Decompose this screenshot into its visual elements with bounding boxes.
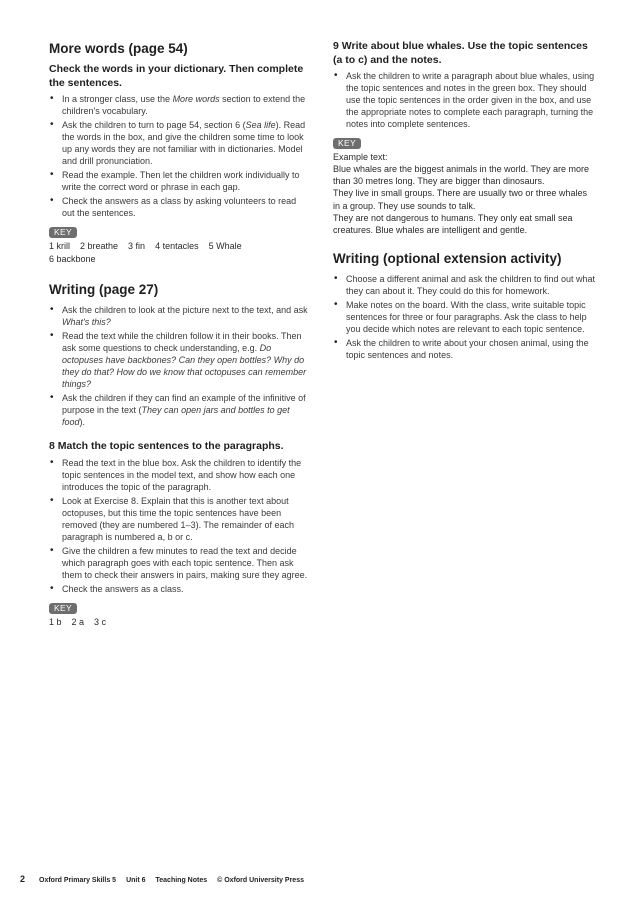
more-words-instruction: Check the words in your dictionary. Then complete the sentences.	[49, 63, 304, 89]
footer-doc: Teaching Notes	[155, 877, 208, 884]
list-item: • Ask the children to turn to page 54, section 6 (Sea life). Read the words in the box, and give the children some time to look up any words they are not familiar with in dictionaries. Model and drill pronunciation.	[49, 119, 311, 167]
page-number: 2	[20, 874, 26, 884]
list-item: • Check the answers as a class.	[49, 583, 311, 595]
example-paragraph: They are not dangerous to humans. They only eat small sea creatures. Blue whales are intelligent and gentle.	[333, 212, 573, 236]
answer: 3 fin	[128, 241, 146, 251]
more-words-section	[49, 40, 311, 265]
exercise-8-heading: 8 Match the topic sentences to the paragraphs.	[49, 440, 284, 452]
example-label: Example text:	[333, 152, 388, 162]
answer: 2 a	[71, 616, 85, 627]
more-words-heading: More words (page 54)	[49, 41, 188, 56]
more-words-answers	[49, 240, 311, 265]
exercise-8-bullets	[49, 457, 311, 595]
list-item: • Ask the children to write a paragraph about blue whales, using the topic sentences and notes in the green box. They should use the topic sentences in the order given in the box, and use the appropriate notes to complete each paragraph, turning the notes into complete sentences.	[333, 70, 595, 130]
list-item: • Choose a different animal and ask the children to find out what they can about it. They could do this for homework.	[333, 273, 595, 297]
answer: 4 tentacles	[155, 241, 199, 251]
list-item: • Read the text while the children follow it in their books. Then ask some questions to check understanding, e.g. Do octopuses have backbones? Can they open bottles? Why do they do that? How do we know that octopuses can remember things?	[49, 330, 311, 390]
writing-extension-heading: Writing (optional extension activity)	[333, 251, 562, 267]
page-footer	[20, 874, 304, 884]
list-item: • Ask the children to write about your chosen animal, using the topic sentences and notes.	[333, 337, 595, 361]
footer-publisher: © Oxford University Press	[217, 877, 304, 884]
example-paragraph: They live in small groups. There are usually two or three whales in a group. They use sounds to talk.	[333, 188, 587, 211]
exercise-9-bullets	[333, 70, 595, 130]
exercise-8-answers	[49, 616, 311, 629]
writing-extension-section	[333, 250, 595, 361]
answer: 1 b	[49, 616, 62, 627]
key-badge: KEY	[333, 138, 361, 149]
list-item: • Read the example. Then let the children work individually to write the correct word or phrase in each gap.	[49, 169, 311, 193]
key-badge: KEY	[49, 603, 77, 614]
answer: 3 c	[94, 616, 107, 627]
writing-bullets	[49, 304, 311, 428]
more-words-bullets	[49, 93, 311, 219]
list-item: • Ask the children if they can find an example of the infinitive of purpose in the text (They can open jars and bottles to get food).	[49, 392, 311, 428]
answer: 5 Whale	[208, 241, 242, 251]
answer: 2 breathe	[80, 241, 119, 251]
list-item: • Make notes on the board. With the class, write suitable topic sentences for three or four paragraphs. Ask the class to help you decide which notes are relevant to each topic sentence.	[333, 299, 595, 335]
example-paragraph: Blue whales are the biggest animals in the world. They are more than 30 metres long. They are bigger than dinosaurs.	[333, 164, 589, 187]
exercise-9-section	[333, 40, 595, 236]
exercise-9-heading: 9 Write about blue whales. Use the topic sentences (a to c) and the notes.	[333, 40, 588, 66]
answer: 6 backbone	[49, 253, 96, 264]
list-item: • In a stronger class, use the More words section to extend the children's vocabulary.	[49, 93, 311, 117]
list-item: • Check the answers as a class by asking volunteers to read out the sentences.	[49, 195, 311, 219]
writing-extension-bullets	[333, 273, 595, 361]
list-item: • Give the children a few minutes to read the text and decide which paragraph goes with each topic sentence. Then ask them to check their answers in pairs, making sure they agree.	[49, 545, 311, 581]
example-text	[333, 163, 595, 236]
exercise-8-section	[49, 440, 311, 628]
list-item: • Ask the children to look at the picture next to the text, and ask What's this?	[49, 304, 311, 328]
footer-unit: Unit 6	[126, 877, 146, 884]
list-item: • Look at Exercise 8. Explain that this is another text about octopuses, but this time the topic sentences have been removed (they are numbered 1–3). The remainder of each paragraph is numbered a, b or c.	[49, 495, 311, 543]
writing-heading: Writing (page 27)	[49, 282, 159, 297]
answer: 1 krill	[49, 241, 71, 251]
list-item: • Read the text in the blue box. Ask the children to identify the topic sentences in the model text, and show how each one introduces the topic of the paragraph.	[49, 457, 311, 493]
writing-section	[49, 281, 311, 428]
right-column	[333, 40, 595, 371]
left-column	[49, 40, 311, 638]
key-badge: KEY	[49, 227, 77, 238]
footer-book: Oxford Primary Skills 5	[39, 877, 117, 884]
